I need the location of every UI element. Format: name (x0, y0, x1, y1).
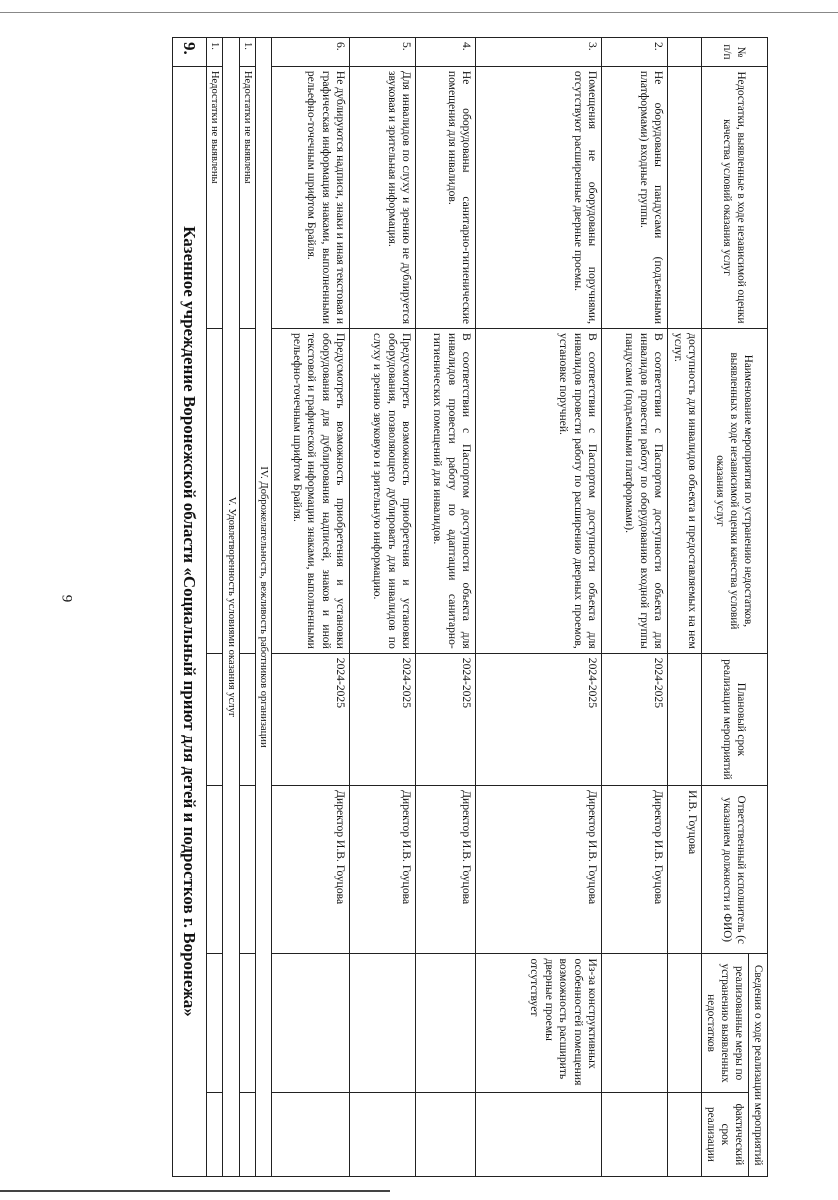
header-implemented: реализованные меры по устранению выявленных недостатков (702, 954, 749, 1092)
section5-title: V. Удовлетворенность условиями оказания услуг (223, 38, 239, 1177)
table-row-continued (668, 38, 702, 1177)
header-actual-date: фактический срок реализации (702, 1092, 749, 1176)
page-number: 9 (58, 594, 75, 603)
row-implemented (416, 954, 476, 1092)
row-deficiency: Не дублируются надписи, знаки и иная текстовая и графическая информация знаками, выполненными рельефно-точечным шрифтом Брайля. (272, 66, 350, 328)
row-date: 2024-2025 (416, 653, 476, 785)
section4-num: 1. (239, 38, 255, 67)
row-responsible: Директор И.В. Гоуцова (602, 786, 668, 954)
organization-num: 9. (172, 38, 206, 67)
row-actual (416, 1092, 476, 1176)
row-responsible: Директор И.В. Гоуцова (350, 786, 416, 954)
row-implemented (602, 954, 668, 1092)
row-date: 2024-2025 (272, 653, 350, 785)
row-num: 4. (416, 38, 476, 67)
header-measures: Наименование мероприятия по устранению недостатков, выявленных в ходе независимой оценки качества условий оказания услуг (702, 329, 768, 654)
section-heading (255, 38, 271, 1177)
organization-title: Казенное учреждение Воронежской области «Социальный приют для детей и подростков г. Воронежа» (172, 66, 206, 1176)
scan-edge-bottom (0, 1190, 390, 1192)
scan-edge-top (0, 12, 838, 13)
continued-measure: доступность для инвалидов объекта и предоставляемых на нем услуг. (668, 329, 702, 654)
header-responsible: Ответственный исполнитель (с указанием должности и ФИО) (702, 786, 768, 954)
row-implemented (272, 954, 350, 1092)
row-deficiency: Не оборудованы санитарно-гигиенические помещения для инвалидов. (416, 66, 476, 328)
row-responsible: Директор И.В. Гоуцова (476, 786, 602, 954)
row-num: 6. (272, 38, 350, 67)
header-num: № п/п (702, 38, 768, 67)
row-actual (476, 1092, 602, 1176)
table-row (272, 38, 350, 1177)
table-row (476, 38, 602, 1177)
section4-title: IV. Доброжелательность, вежливость работников организации (255, 38, 271, 1177)
section5-num: 1. (207, 38, 223, 67)
row-measure: Предусмотреть возможность приобретения и установки оборудования для дублирования надписей, знаков и иной текстовой и графической информации знаками, выполненными рельефно-точечным шрифтом Брайля. (272, 329, 350, 654)
row-num: 5. (350, 38, 416, 67)
row-responsible: Директор И.В. Гоуцова (416, 786, 476, 954)
row-deficiency: Не оборудованы пандусами (подъемными платформами) входные группы. (602, 66, 668, 328)
row-measure: В соответствии с Паспортом доступности объекта для инвалидов провести работу по оборудованию входной группы пандусами (подъемными платформами). (602, 329, 668, 654)
row-date: 2024-2025 (476, 653, 602, 785)
table-row (350, 38, 416, 1177)
rotated-table-container (128, 37, 768, 1177)
measures-table (172, 37, 768, 1177)
header-deficiencies: Недостатки, выявленные в ходе независимой оценки качества условий оказания услуг (702, 66, 768, 328)
row-num: 2. (602, 38, 668, 67)
row-deficiency: Помещения не оборудованы поручнями, отсутствуют расширенные дверные проемы. (476, 66, 602, 328)
row-implemented: Из-за конструктивных особенностей помещения возможность расширить дверные проемы отсутствует (476, 954, 602, 1092)
table-row (416, 38, 476, 1177)
section4-text: Недостатки не выявлены (239, 66, 255, 328)
table-row (602, 38, 668, 1177)
section-row (239, 38, 255, 1177)
row-measure: В соответствии с Паспортом доступности объекта для инвалидов провести работу по расширению дверных проемов, установке поручней. (476, 329, 602, 654)
section-row (207, 38, 223, 1177)
row-implemented (350, 954, 416, 1092)
organization-row (172, 38, 206, 1177)
row-responsible: Директор И.В. Гоуцова (272, 786, 350, 954)
row-deficiency: Для инвалидов по слуху и зрению не дублируется звуковая и зрительная информация. (350, 66, 416, 328)
row-date: 2024-2025 (602, 653, 668, 785)
section-heading (223, 38, 239, 1177)
row-measure: Предусмотреть возможность приобретения и установки оборудования, позволяющего дублировать для инвалидов по слуху и зрению звуковую и зрительную информацию. (350, 329, 416, 654)
row-actual (350, 1092, 416, 1176)
row-actual (272, 1092, 350, 1176)
header-planned-date: Плановый срок реализации мероприятий (702, 653, 768, 785)
continued-responsible: И.В. Гоуцова (668, 786, 702, 954)
row-date: 2024-2025 (350, 653, 416, 785)
row-actual (602, 1092, 668, 1176)
section5-text: Недостатки не выявлены (207, 66, 223, 328)
row-num: 3. (476, 38, 602, 67)
header-info-group: Сведения о ходе реализации мероприятий (749, 954, 768, 1177)
row-measure: В соответствии с Паспортом доступности объекта для инвалидов провести работу по адаптации санитарно-гигиенических помещений для инвалидов. (416, 329, 476, 654)
